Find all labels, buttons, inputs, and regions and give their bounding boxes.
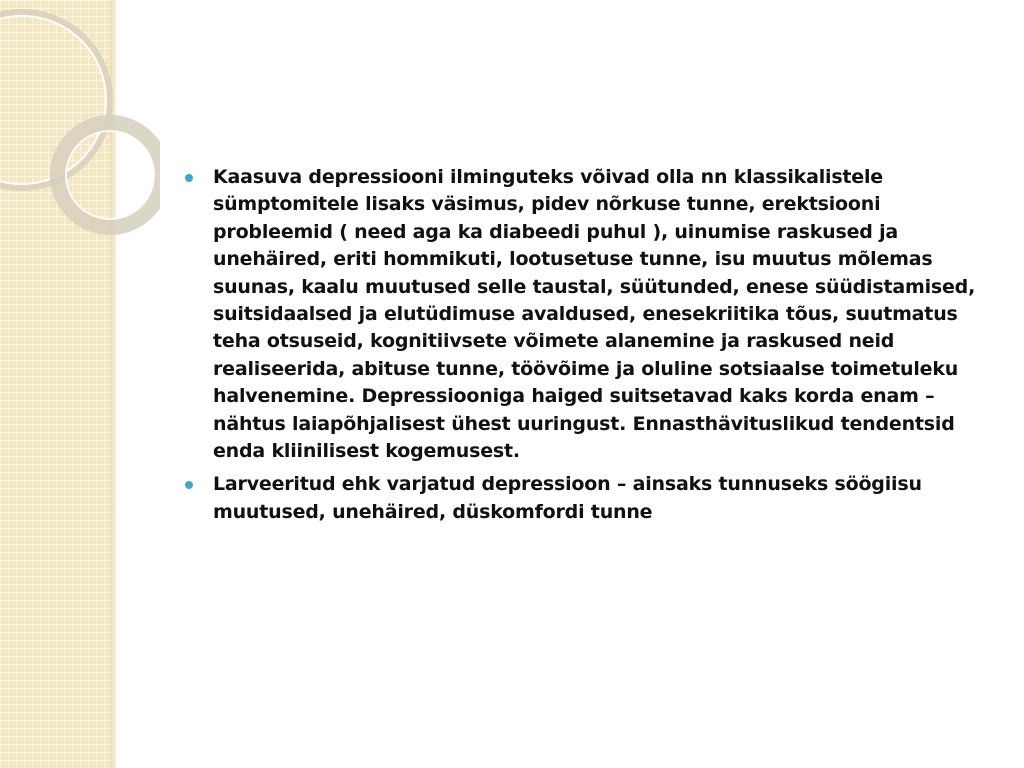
side-panel-edge: [110, 0, 116, 768]
bullet-item: [185, 164, 985, 465]
bullet-text: Kaasuva depressiooni ilminguteks võivad olla nn klassikalistele sümptomitele lisaks väsimus, pidev nõrkuse tunne, erektsiooni probleemid ( need aga ka diabeedi puhul ), uinumise raskused ja unehäired, eriti hommikuti, lootusetuse tunne, isu muutus mõlemas suunas, kaalu muutused selle taustal, süütunded, enese süüdistamised, suitsidaalsed ja elutüdimuse avaldused, enesekriitika tõus, suutmatus teha otsuseid, kognitiivsete võimete alanemine ja raskused neid realiseerida, abituse tunne, töövõime ja oluline sotsiaalse toimetuleku halvenemine. Depressiooniga haiged suitsetavad kaks korda enam – nähtus laiapõhjalisest ühest uuringust. Ennasthävituslikud tendentsid enda kliinilisest kogemusest.: [213, 166, 976, 463]
slide-body: [185, 164, 985, 532]
bullet-text: Larveeritud ehk varjatud depressioon – ainsaks tunnuseks söögiisu muutused, unehäired, düskomfordi tunne: [213, 473, 922, 523]
bullet-dot-icon: [185, 174, 193, 182]
bullet-dot-icon: [185, 481, 193, 489]
bullet-list: [185, 164, 985, 526]
decorative-side-panel: [0, 0, 110, 768]
bullet-item: [185, 471, 985, 526]
